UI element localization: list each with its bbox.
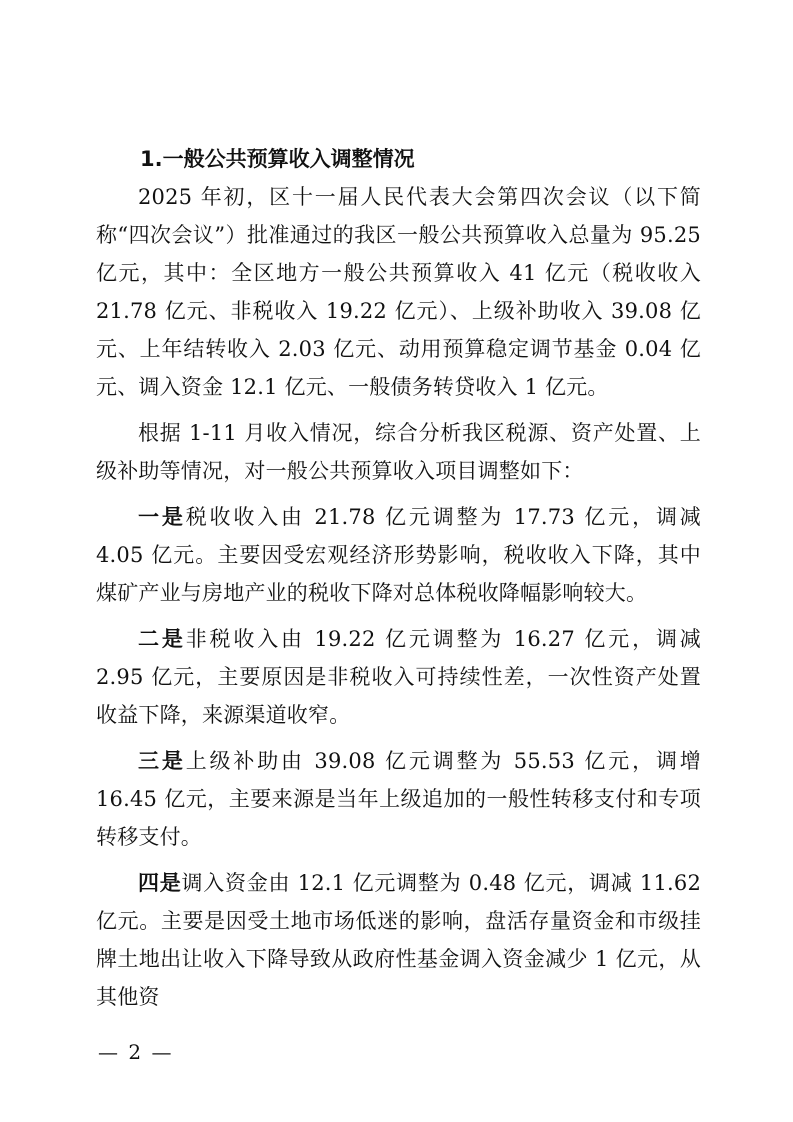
paragraph-text: 根据 1-11 月收入情况，综合分析我区税源、资产处置、上级补助等情况，对一般公共预算收入项目调整如下：: [96, 421, 701, 483]
paragraph-tax-revenue: [96, 498, 701, 612]
paragraph-text: 税收收入由 21.78 亿元调整为 17.73 亿元，调减 4.05 亿元。主要因受宏观经济形势影响，税收收入下降，其中煤矿产业与房地产业的税收下降对总体税收降幅影响较大。: [96, 505, 701, 605]
page-number: — 2 —: [98, 1040, 174, 1064]
paragraph-text: 调入资金由 12.1 亿元调整为 0.48 亿元，调减 11.62 亿元。主要是因受土地市场低迷的影响，盘活存量资金和市级挂牌土地出让收入下降导致从政府性基金调入资金减少 1 亿元，从其他资: [96, 871, 702, 1009]
paragraph-superior-subsidy: [96, 742, 701, 856]
paragraph-non-tax-revenue: [96, 620, 701, 734]
paragraph-adjustment-intro: [96, 414, 701, 490]
paragraph-text: 2025 年初，区十一届人民代表大会第四次会议（以下简称“四次会议”）批准通过的我区一般公共预算收入总量为 95.25 亿元，其中：全区地方一般公共预算收入 41 亿元（税收收入 21.78 亿元、非税收入 19.22 亿元）、上级补助收入 39.08 亿元、上年结转收入 2.03 亿元、动用预算稳定调节基金 0.04 亿元、调入资金 12.1 亿元、一般债务转贷收入 1 亿元。: [96, 185, 701, 399]
paragraph-lead: 三是: [138, 749, 186, 773]
paragraph-lead: 一是: [138, 505, 186, 529]
section-heading: 1.一般公共预算收入调整情况: [140, 147, 415, 171]
paragraph-transferred-funds: [96, 864, 701, 1016]
paragraph-lead: 二是: [138, 627, 186, 651]
paragraph-lead: 四是: [138, 871, 182, 895]
paragraph-budget-overview: [96, 178, 701, 406]
paragraph-text: 上级补助由 39.08 亿元调整为 55.53 亿元，调增 16.45 亿元，主要来源是当年上级追加的一般性转移支付和专项转移支付。: [96, 749, 701, 849]
document-body: [96, 140, 701, 1016]
paragraph-text: 非税收入由 19.22 亿元调整为 16.27 亿元，调减 2.95 亿元，主要原因是非税收入可持续性差，一次性资产处置收益下降，来源渠道收窄。: [96, 627, 701, 727]
